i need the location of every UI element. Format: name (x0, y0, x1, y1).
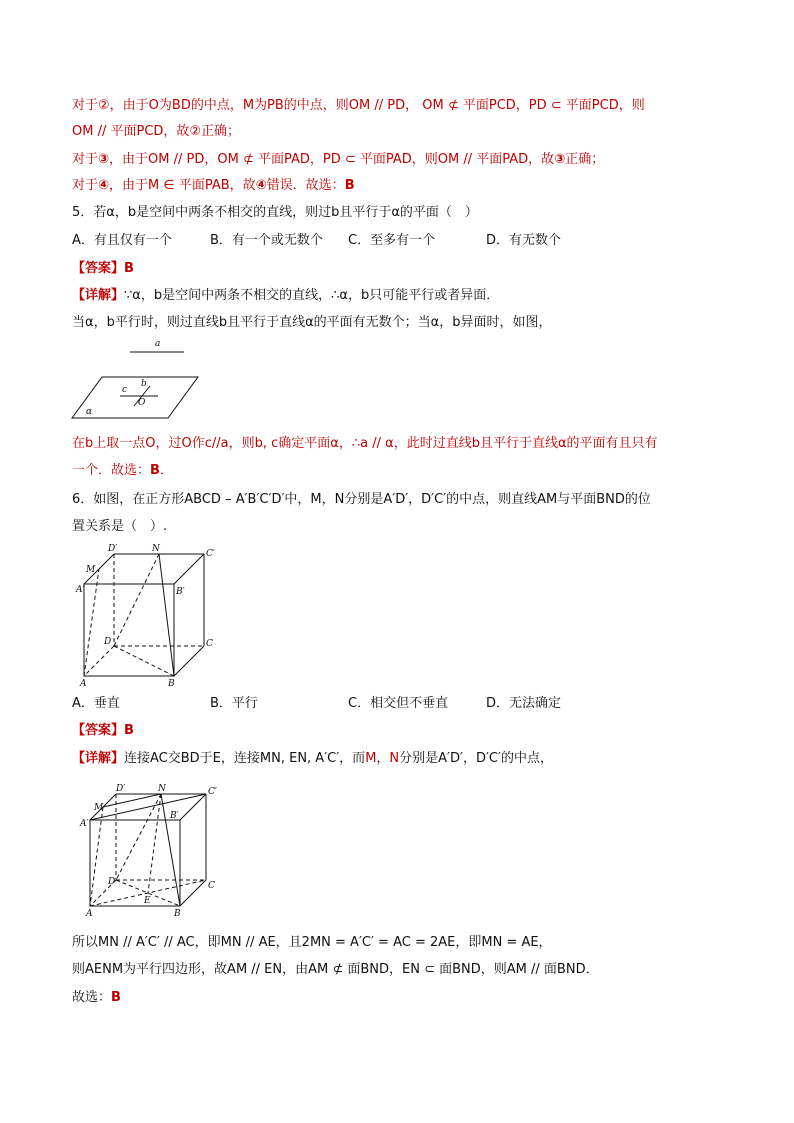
label-alpha: α (86, 407, 93, 417)
q5-option-b: B．有一个或无数个 (210, 233, 323, 248)
svg-text:E: E (144, 896, 151, 906)
q5-detail-3: 在b上取一点O，过O作c//a，则b, c确定平面α，∴a // α，此时过直线b且平行于直线α的平面有且只有 (72, 436, 658, 451)
q6-option-c: C．相交但不垂直 (348, 696, 449, 711)
q6-option-b: B．平行 (210, 696, 258, 711)
q6-detail-2: 所以MN // A′C′ // AC，即MN // AE，且2MN = A′C′ = AC = 2AE，即MN = AE， (72, 935, 552, 950)
q6-detail-4: 故选：B (72, 990, 121, 1005)
q5-option-d: D．有无数个 (486, 233, 562, 248)
svg-text:B′: B′ (176, 587, 185, 597)
q5-answer: 【答案】B (72, 261, 134, 276)
svg-text:B′: B′ (170, 811, 179, 821)
q5-stem: 5．若α，b是空间中两条不相交的直线，则过b且平行于α的平面（ ） (72, 205, 478, 220)
q4-line-1: 对于②，由于O为BD的中点，M为PB的中点，则OM // PD， OM ⊄ 平面PCD，PD ⊂ 平面PCD，则 (72, 98, 645, 113)
svg-text:A: A (80, 679, 87, 688)
q4-line-4: 对于④，由于M ∈ 平面PAB，故④错误．故选：B (72, 178, 355, 193)
svg-text:C′: C′ (206, 549, 215, 559)
q6-cube-figure (68, 540, 218, 688)
label-c: c (122, 385, 128, 395)
q6-option-a: A．垂直 (72, 696, 120, 711)
q5-option-c: C．至多有一个 (348, 233, 436, 248)
q5-option-a: A．有且仅有一个 (72, 233, 172, 248)
q4-line-2: OM // 平面PCD，故②正确； (72, 124, 241, 139)
svg-text:C: C (206, 639, 213, 649)
svg-text:D: D (104, 637, 112, 647)
svg-text:D: D (108, 877, 116, 887)
label-b: b (141, 379, 147, 389)
svg-text:N: N (152, 544, 160, 554)
q6-option-d: D．无法确定 (486, 696, 562, 711)
q6-detail-3: 则AENM为平行四边形，故AM // EN，由AM ⊄ 面BND，EN ⊂ 面BND，则AM // 面BND． (72, 962, 599, 977)
svg-text:C′: C′ (208, 787, 217, 797)
q4-line-3: 对于③，由于OM // PD，OM ⊄ 平面PAD，PD ⊂ 平面PAD，则OM // 平面PAD，故③正确； (72, 152, 605, 167)
q6-stem-1: 6．如图，在正方形ABCD – A′B′C′D′中，M，N分别是A′D′，D′C′的中点，则直线AM与平面BND的位 (72, 492, 651, 507)
svg-text:D′: D′ (108, 544, 118, 554)
svg-text:B: B (174, 909, 181, 919)
q5-detail-1: 【详解】∵α，b是空间中两条不相交的直线，∴α，b只可能平行或者异面． (72, 288, 500, 303)
q6-stem-2: 置关系是（ ）. (72, 519, 168, 534)
label-a: a (155, 339, 161, 349)
svg-text:M: M (86, 565, 96, 575)
svg-text:B: B (168, 679, 175, 688)
svg-text:M: M (94, 803, 104, 813)
q5-figure (68, 336, 208, 424)
q5-detail-2: 当α，b平行时，则过直线b且平行于直线α的平面有无数个；当α，b异面时，如图， (72, 315, 552, 330)
q5-detail-4: 一个．故选：B． (72, 463, 173, 478)
svg-text:D′: D′ (116, 784, 126, 794)
q6-detail-1: 【详解】连接AC交BD于E，连接MN, EN, A′C′，而M，N分别是A′D′，D′C′的中点， (72, 751, 553, 766)
svg-text:A′: A′ (76, 585, 85, 595)
q6-answer: 【答案】B (72, 723, 134, 738)
svg-text:A: A (86, 909, 93, 919)
q6-detail-figure (76, 782, 226, 922)
svg-text:A′: A′ (80, 819, 89, 829)
svg-text:N: N (158, 784, 166, 794)
svg-text:C: C (208, 881, 215, 891)
label-o: O (138, 398, 146, 408)
